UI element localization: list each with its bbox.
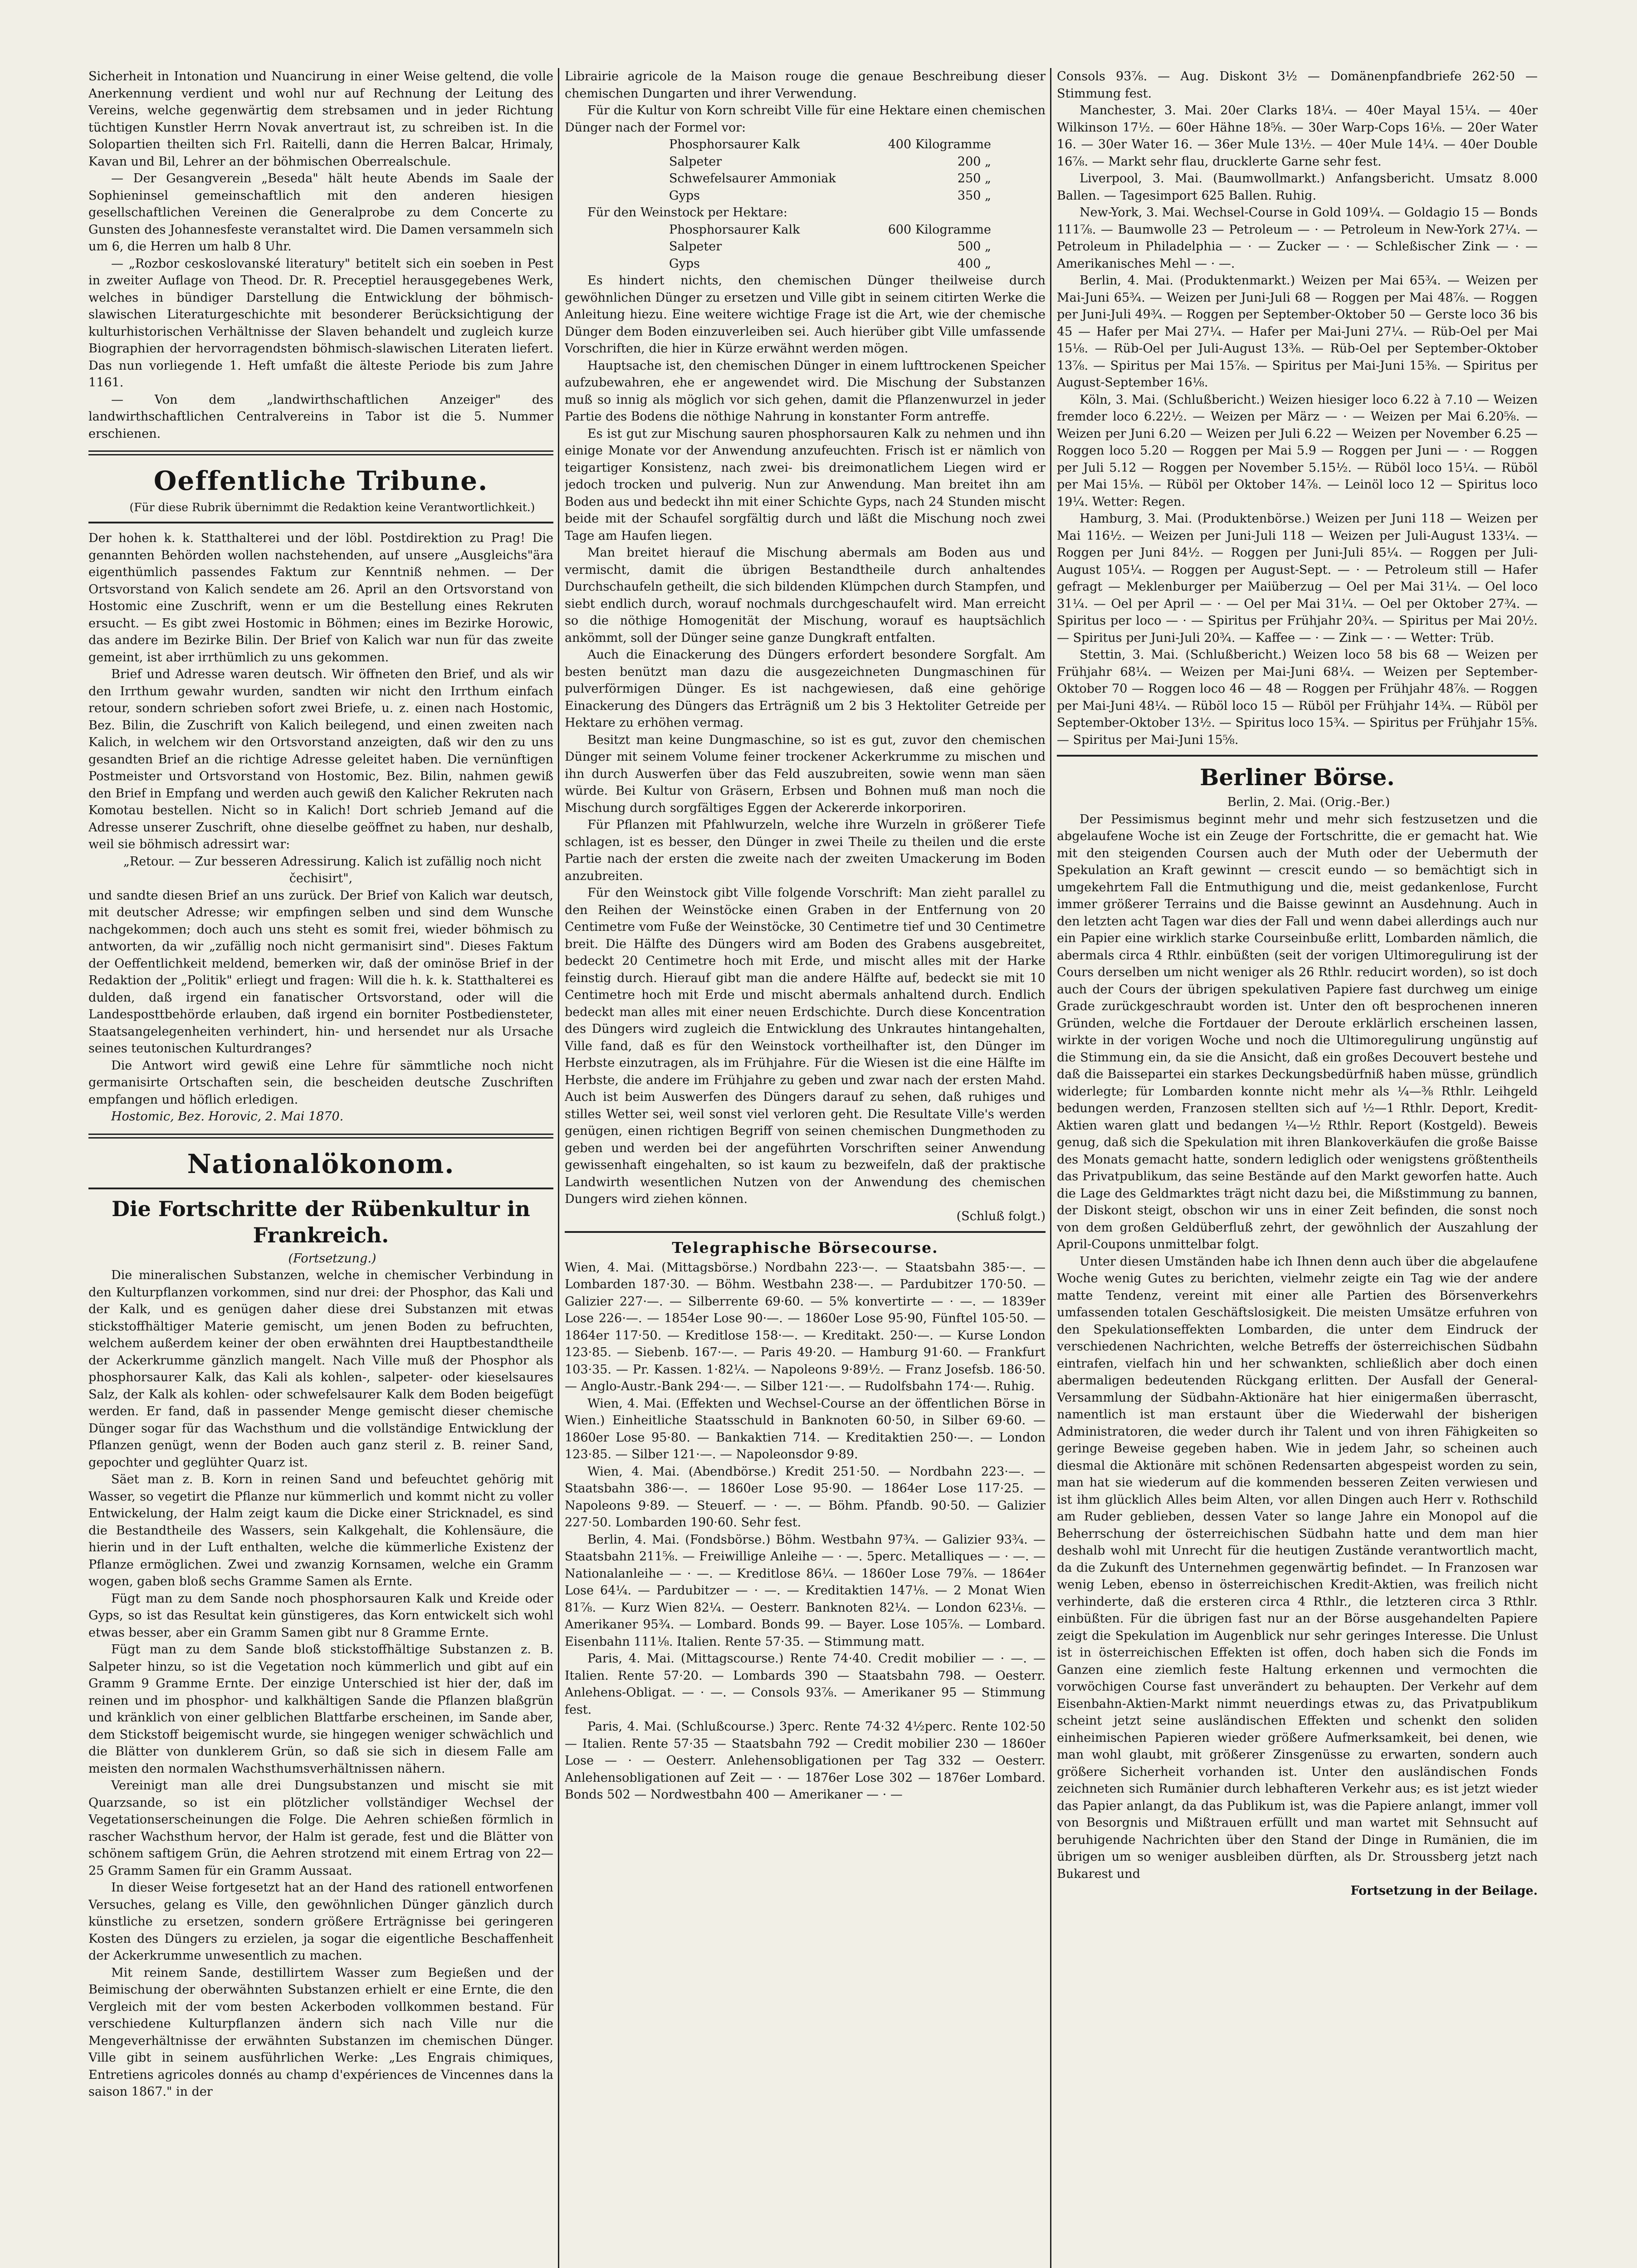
quote-block-hamburg: Hamburg, 3. Mai. (Produktenbörse.) Weizen per Juni 118 — Weizen per Mai 116½. — Weizen per Juni-Juli 118 — Weizen per Juli-August 133¼. — Roggen per Juni 84½. — Roggen per Juni-Juli 85¼. — Roggen per Juli-August 105¼. — Roggen per August-Sept. — · — Petroleum still — Hafer gefragt — Meklenburger per Maiüberzug — Oel per Mai 31¼. — Oel loco 31¼. — Oel per April — · — Oel per Mai 31¼. — Oel per Oktober 27¾. — Spiritus per loco — · — Spiritus per Frühjahr 20¾. — Spiritus per Mai 20½. — Spiritus per Juni-Juli 20¾. — Kaffee — · — Zink — · — Wetter: Trüb. [1057, 512, 1538, 645]
article-paragraph: Vereinigt man alle drei Dungsubstanzen und mischt sie mit Quarzsande, so ist ein plötzlicher vollständiger Wechsel der Vegetationserscheinungen die Folge. Die Aehren schießen förmlich in rascher Wachsthum hervor, der Halm ist gerade, fest und die Blätter von schönem saftigem Grün, die Aehren strotzend mit einem Ertrag von 22—25 Gramm Samen für ein Gramm Aussaat. [88, 1779, 553, 1878]
continuation-note: Fortsetzung in der Beilage. [1350, 1884, 1538, 1898]
column-1 [88, 68, 553, 2268]
berlin-boerse-title: Berliner Börse. [1200, 764, 1395, 791]
tribune-paragraph: Die Antwort wird gewiß eine Lehre für sämmtliche noch nicht germanisirte Ortschaften sein, die bescheiden deutsche Zuschriften empfangen und höflich erledigen. [88, 1058, 553, 1107]
quote-block-manchester: Manchester, 3. Mai. 20er Clarks 18¼. — 40er Mayal 15¼. — 40er Wilkinson 17½. — 60er Hähne 18⅝. — 30er Warp-Cops 16⅛. — 20er Water 16. — 30er Water 16. — 36er Mule 13½. — 40er Mule 14¼. — 40er Double 16⅞. — Markt sehr flau, drucklerte Garne sehr fest. [1057, 103, 1538, 169]
article-paragraph: Man breitet hierauf die Mischung abermals am Boden aus und vermischt, damit die übrigen Bestandtheile durch anhaltendes Durchschaufeln getheilt, die sich bildenden Klümpchen durch Stampfen, und siebt endlich durch, worauf nochmals durchgeschaufelt wird. Man erreicht so die nöthige Homogenität der Mischung, worauf es hauptsächlich ankömmt, soll der Dünger seine ganze Dungkraft entfalten. [565, 546, 1046, 645]
quote-block-stettin: Stettin, 3. Mai. (Schlußbericht.) Weizen loco 58 bis 68 — Weizen per Frühjahr 68¼. — Weizen per Mai-Juni 68¼. — Weizen per September-Oktober 70 — Roggen loco 46 — 48 — Roggen per Frühjahr 48⅞. — Roggen per Mai-Juni 48¼. — Rüböl loco 15 — Rüböl per Frühjahr 14¾. — Rüböl per September-Oktober 13½. — Spiritus loco 15¾. — Spiritus per Frühjahr 15⅝. — Spiritus per Mai-Juni 15⅝. [1057, 648, 1538, 747]
article-paragraph: In dieser Weise fortgesetzt hat an der Hand des rationell entworfenen Versuches, gelang es Ville, den gewöhnlichen Dünger gänzlich durch künstliche zu ersetzen, sondern größere Erträgnisse bei geringeren Kosten des Düngers zu erzielen, ja sogar die eigentliche Beschaffenheit der Ackerkrumme unwesentlich zu machen. [88, 1881, 553, 1963]
article-paragraph: Fügt man zu dem Sande bloß stickstoffhältige Substanzen z. B. Salpeter hinzu, so ist die Vegetation noch kümmerlich und gibt auf ein Gramm 9 Gramme Ernte. Der einzige Unterschied ist hier der, daß im reinen und im phosphor- und kalkhältigen Sande die Pflanzen blaßgrün und kränklich von einer gelblichen Blattfarbe erscheinen, im Sande aber, dem Stickstoff beigemischt wurde, sie hingegen weniger schwächlich und die Blätter von dunklerem Grün, so daß sie sich in diesem Falle am meisten den normalen Wachsthumsverhältnissen nähern. [88, 1642, 553, 1776]
tribune-paragraph: Brief und Adresse waren deutsch. Wir öffneten den Brief, und als wir den Irrthum gewahr wurden, sandten wir nicht den Irrthum einfach retour, sondern schrieben sofort zwei Briefe, u. z. einen nach Hostomic, Bez. Bilin, die Zuschrift von Kalich beilegend, und einen zweiten nach Kalich, in welchem wir den Ortsvorstand anzeigten, daß wir den zu uns gesandten Brief an die richtige Adresse geleitet haben. Die vernünftigen Postmeister und Ortsvorstand von Hostomic, Bez. Bilin, nahmen gewiß den Brief in Empfang und werden auch gewiß den Kalicher Rekruten nach Komotau bestellen. Nicht so in Kalich! Dort schrieb Jemand auf die Adresse unserer Zuschrift, ohne dieselbe geöffnet zu haben, nur deshalb, weil sie böhmisch adressirt war: [88, 667, 553, 851]
intro-paragraph: Sicherheit in Intonation und Nuancirung in einer Weise geltend, die volle Anerkennung verdient und wohl nur auf Rechnung der Leitung des Vereins, welche gegenwärtig dem strebsamen und in jeder Richtung tüchtigen Kunstler Herrn Novak anvertraut ist, zu schreiben ist. In die Solopartien theilten sich Frl. Raitelli, dann die Herren Balcar, Hrimaly, Kavan und Bil, Lehrer an der böhmischen Oberrealschule. [88, 69, 553, 169]
article-paragraph: Für Pflanzen mit Pfahlwurzeln, welche ihre Wurzeln in größerer Tiefe schlagen, ist es besser, den Dünger in zwei Theile zu theilen und die erste Partie nach der ersten die zweite nach der zweiten Umackerung im Boden anzubreiten. [565, 818, 1046, 883]
article-paragraph: Für den Weinstock per Hektare: [587, 205, 787, 220]
formula-row: Salpeter 500 „ [669, 240, 991, 254]
quote-block: Consols 93⅞. — Aug. Diskont 3½ — Domänenpfandbriefe 262·50 — Stimmung fest. [1057, 69, 1538, 101]
section-divider [88, 1134, 553, 1139]
article-paragraph: Auch die Einackerung des Düngers erfordert besondere Sorgfalt. Am besten benützt man dazu die ausgezeichneten Dungmaschinen für pulverförmigen Dünger. Es ist nachgewiesen, daß eine gehörige Einackerung des Düngers das Erträgniß um 2 bis 3 Hektoliter Getreide per Hektare zu erhöhen vermag. [565, 648, 1046, 730]
quote-block-wien: Wien, 4. Mai. (Effekten und Wechsel-Course an der öffentlichen Börse in Wien.) Einheitliche Staatsschuld in Banknoten 60·50, in Silber 69·60. — 1860er Lose 95·80. — Bankaktien 714. — Kreditaktien 250·—. — London 123·85. — Silber 121·—. — Napoleonsdor 9·89. [565, 1396, 1046, 1461]
economy-section-title: Nationalökonom. [187, 1148, 455, 1179]
anzeiger-notice: — Von dem „landwirthschaftlichen Anzeiger" des landwirthschaftlichen Centralvereins in Tabor ist die 5. Nummer erschienen. [88, 392, 553, 441]
tribune-signature: Hostomic, Bez. Horovic, 2. Mai 1870. [111, 1110, 344, 1124]
article-paragraph: Mit reinem Sande, destillirtem Wasser zum Begießen und der Beimischung der oberwähnten Substanzen erhielt er eine Ernte, die den Vergleich mit der vom besten Ackerboden vollkommen bestand. Für verschiedene Kulturpflanzen ändern sich nach Ville nur die Mengeverhältnisse der erwähnten Substanzen im chemischen Dünger. Ville gibt in seinem ausführlichen Werke: „Les Engrais chimiques, Entretiens agricoles donnés au champ d'expériences de Vincennes dans la saison 1867." in der [88, 1965, 553, 2099]
boerse-paragraph: Der Pessimismus beginnt mehr und mehr sich festzusetzen und die abgelaufene Woche ist ein Zeuge der Fortschritte, die er gemacht hat. Wie mit den steigenden Coursen auch der Muth oder der Uebermuth der Spekulation an Kraft gewinnt — crescit eundo — so bemächtigt sich in umgekehrtem Fall die Entmuthigung und die, meist gedankenlose, Furcht immer größerer Terrains und die Baisse gewinnt an Ausdehnung. Auch in den letzten acht Tagen war dies der Fall und wenn dabei allerdings auch nur ein Papier eine wirklich starke Courseinbuße erlitt, Lombarden nämlich, die abermals circa 4 Rthlr. einbüßten (seit der vorigen Ultimoregulirung ist der Cours derselben um nicht weniger als 26 Rthlr. reducirt worden), so ist doch auch der Cours der übrigen spekulativen Papiere fast durchweg um einige Grade zurückgeschraubt worden ist. Unter den oft besprochenen inneren Gründen, welche die Fortdauer der Deroute erklärlich erscheinen lassen, wirkte in der vorigen Woche und noch die Ultimoregulirung ungünstig auf die Stimmung ein, da sie die Ansicht, daß ein großes Decouvert bestehe und daß die Baissepartei ein starkes Deckungsbedürfniß haben müsse, gründlich widerlegte; für Lombarden konnte nicht mehr als ¼—⅜ Rthlr. Leihgeld bedungen werden, Franzosen stellten sich auf ½—1 Rthlr. Deport, Kredit-Aktien waren glatt und bedangen ¼—½ Rthlr. Report (Kostgeld). Beweis genug, daß sich die Spekulation mit ihren Blankoverkäufen die große Baisse des Monats gemacht hatte, sondern lediglich oder wenigstens größtentheils das Privatpublikum, das seine Bestände auf den Markt geworfen hatte. Auch die Lage des Geldmarktes trägt nicht dazu bei, die Mißstimmung zu bannen, der Diskont steigt, obschon wir uns in einer Zeit befinden, die sonst noch von dem großen Geldüberfluß zehrt, der gewöhnlich der Auszahlung der April-Coupons unmittelbar folgt. [1057, 812, 1538, 1251]
article-paragraph: Für die Kultur von Korn schreibt Ville für eine Hektare einen chemischen Dünger nach der Formel vor: [565, 103, 1046, 135]
tribune-disclaimer: (Für diese Rubrik übernimmt die Redaktion keine Verantwortlichkeit.) [129, 501, 535, 514]
formula-row: Schwefelsaurer Ammoniak 250 „ [669, 171, 991, 186]
section-divider [1057, 755, 1538, 757]
formula-row: Gyps 400 „ [669, 256, 991, 271]
formula-wein [565, 221, 1046, 273]
article-paragraph: Es hindert nichts, den chemischen Dünger theilweise durch gewöhnlichen Dünger zu ersetzen und Ville gibt in seinem citirten Werke die Anleitung hiezu. Eine weitere wichtige Frage ist die Art, wie der chemische Dünger dem Boden einzuverleiben sei. Auch hierüber gibt Ville umfassende Vorschriften, die hier in Kürze erwähnt werden mögen. [565, 274, 1046, 356]
article-paragraph: Fügt man zu dem Sande noch phosphorsauren Kalk und Kreide oder Gyps, so ist das Resultat kein günstigeres, das Korn entwickelt sich wohl etwas besser, aber ein Gramm Samen gibt nur 8 Gramme Ernte. [88, 1591, 553, 1640]
article-signoff: (Schluß folgt.) [956, 1209, 1046, 1223]
rozbor-notice: — „Rozbor ceskoslovanské literatury" betitelt sich ein soeben in Pest in zweiter Auflage von Theod. Dr. R. Preceptiel herausgegebenes Werk, welches in bündiger Darstellung die Entwicklung der böhmisch-slawischen Literaturgeschichte mit besonderer Berücksichtigung der kulturhistorischen Verhältnisse der Slaven behandelt und zugleich kurze Biographien der hervorragendsten böhmisch-slawischen Literaten liefert. Das nun vorliegende 1. Heft umfaßt die älteste Periode bis zum Jahre 1161. [88, 256, 553, 390]
tribune-paragraph: Der hohen k. k. Statthalterei und der löbl. Postdirektion zu Prag! Die genannten Behörden wollen nachstehenden, auf unsere „Ausgleichs"ära eigenthümlich passendes Faktum zur Kenntniß nehmen. — Der Ortsvorstand von Kalich sendete am 26. April an den Ortsvorstand von Hostomic eine Zuschrift, wenn er um die Bestellung eines Rekruten ersucht. — Es gibt zwei Hostomic in Böhmen; eines im Bezirke Horowic, das andere im Bezirke Bilin. Der Brief von Kalich war nun für das zweite gemeint, ist aber irrthümlich zu uns gekommen. [88, 531, 553, 665]
tribune-divider [88, 522, 553, 523]
boerse-dateline: Berlin, 2. Mai. (Orig.-Ber.) [1227, 795, 1390, 809]
tribune-quote: „Retour. — Zur besseren Adressirung. Kalich ist zufällig noch nicht čechisirt", [123, 854, 542, 885]
article-paragraph: Besitzt man keine Dungmaschine, so ist es gut, zuvor den chemischen Dünger mit seinem Volume feiner trockener Ackerkrumme zu mischen und ihn durch Auswerfen über das Feld auszubreiten, sowie wenn man säen würde. Bei Kultur von Gräsern, Erbsen und Bohnen muß man noch die Mischung durch sorgfältiges Eggen der Ackererde inkorporiren. [565, 733, 1046, 815]
quote-block-berlin-produce: Berlin, 4. Mai. (Produktenmarkt.) Weizen per Mai 65¾. — Weizen per Mai-Juni 65¾. — Weizen per Juni-Juli 68 — Roggen per Mai 48⅞. — Roggen per Juni-Juli 49¾. — Roggen per September-Oktober 50 — Gerste loco 36 bis 45 — Hafer per Mai 27¼. — Hafer per Mai-Juni 27¼. — Rüb-Oel per Mai 15⅛. — Rüb-Oel per Juli-August 13⅜. — Rüb-Oel per September-Oktober 13⅞. — Spiritus per Mai 15⅞. — Spiritus per Mai-Juni 15⅜. — Spiritus per August-September 16⅛. [1057, 274, 1538, 390]
column-rule-1 [558, 68, 559, 2268]
boerse-paragraph: Unter diesen Umständen habe ich Ihnen denn auch über die abgelaufene Woche wenig Gutes zu berichten, vielmehr zeigte ein Tag wie der andere matte Tendenz, vereint mit einer alle Partien des Börsenverkehrs umfassenden totalen Geschäftslosigkeit. Die meisten Umsätze erfuhren von den Spekulationseffekten Lombarden, die unter dem Eindruck der verschiedenen Nachrichten, welche Betreffs der österreichischen Südbahn eintrafen, vielfach hin und her schwankten, schließlich aber doch einen abermaligen bedeutenden Rückgang erlitten. Der Ausfall der General-Versammlung der Südbahn-Aktionäre hat hier einigermaßen überrascht, namentlich ist man erstaunt über die Wiederwahl der bisherigen Administratoren, die weder durch ihr Talent und von ihren Fähigkeiten so geringe Beweise gegeben haben. Wie in jedem Jahr, so scheinen auch diesmal die Aktionäre mit schönen Redensarten abgespeist worden zu sein, man hat sie wiederum auf die kommenden besseren Zeiten verwiesen und ist ihm glücklich Alles beim Alten, vor allen Dingen auch Herr v. Rothschild am Ruder geblieben, dessen Vater so lange Jahre ein Monopol auf die Beherrschung der österreichischen Südbahn hatte und dem man hier deshalb wohl mit Unrecht für die heutigen Zustände verantwortlich macht, da die Zukunft des Unternehmen gegenwärtig befindet. — In Franzosen war wenig Leben, ebenso in österreichischen Kredit-Aktien, was freilich nicht verhinderte, daß die ersteren circa 4 Rthlr., die letzteren circa 3 Rthlr. einbüßten. Für die übrigen fast nur an der Börse ausgehandelten Papiere zeigt die Spekulation im Augenblick nur sehr geringes Interesse. Die Unlust ist in österreichischen Effekten ist offen, doch haben sich die Fonds im Ganzen eine ziemlich feste Haltung erkennen und vermochten die vorwöchigen Course fast unverändert zu behaupten. Der Verkehr auf dem Eisenbahn-Aktien-Markt nimmt neuerdings etwas zu, das Privatpublikum scheint jetzt seine ausländischen Effekten und schenkt den soliden einheimischen Papieren wieder größere Aufmerksamkeit, bei denen, wie man wohl glaubt, mit größerer Zinsgenüsse zu erwarten, sondern auch größere Sicherheit vorhanden ist. Unter den ausländischen Fonds zeichneten sich Rumänier durch lebhafteren Verkehr aus; es ist jetzt wieder das Papier anlangt, da das Publikum ist, was die Papiere anlangt, immer voll von Besorgnis und Mißtrauen erfüllt und man wartet mit Sehnsucht auf beruhigende Nachrichten über den Stand der Dinge in Rumänien, die im übrigen um so weniger ausbleiben dürften, als Dr. Stroussberg jetzt nach Bukarest und [1057, 1254, 1538, 1881]
formula-row: Gyps 350 „ [669, 188, 991, 203]
quote-block-newyork: New-York, 3. Mai. Wechsel-Course in Gold 109¼. — Goldagio 15 — Bonds 111⅞. — Baumwolle 23 — Petroleum — · — Petroleum in New-York 27¼. — Petroleum in Philadelphia — · — Zucker — · — Schleßischer Zink — · — Amerikanisches Mehl — · —. [1057, 205, 1538, 271]
tribune-section-title: Oeffentliche Tribune. [153, 465, 489, 496]
article-title: Die Fortschritte der Rübenkultur in Frankreich. [112, 1196, 530, 1247]
article-paragraph: Hauptsache ist, den chemischen Dünger in einem lufttrockenen Speicher aufzubewahren, ehe er angewendet wird. Die Mischung der Substanzen muß so innig als möglich vor sich gehen, damit die Pflanzenwurzel in jeder Partie des Bodens die nöthige Nahrung in konstanter Form antreffe. [565, 358, 1046, 424]
telegraph-section-title: Telegraphische Börsecourse. [672, 1239, 938, 1256]
economy-divider [88, 1188, 553, 1189]
section-divider [88, 450, 553, 455]
quote-block-paris: Paris, 4. Mai. (Mittagscourse.) Rente 74·40. Credit mobilier — · —. — Italien. Rente 57·20. — Lombards 390 — Staatsbahn 798. — Oesterr. Anlehens-Obligat. — · —. — Consols 93⅞. — Amerikaner 95 — Stimmung fest. [565, 1652, 1046, 1717]
article-paragraph: Für den Weinstock gibt Ville folgende Vorschrift: Man zieht parallel zu den Reihen der Weinstöcke einen Graben in der Entfernung von 20 Centimetre vom Fuße der Weinstöcke, 30 Centimetre tief und 30 Centimetre breit. Die Hälfte des Düngers wird am Boden des Grabens ausgebreitet, bedeckt 20 Centimetre hoch mit Erde, und mischt alles mit der Harke feinstig durch. Hierauf gibt man die andere Hälfte auf, bedeckt sie mit 10 Centimetre hoch mit Erde und mischt abermals anhaltend durch. Endlich bedeckt man alles mit einer neuen Erdschichte. Durch diese Koncentration des Düngers wird zugleich die Entwicklung des Unkrautes hintangehalten, Ville fand, daß es für den Weinstock vortheilhafter ist, den Dünger im Herbste einzutragen, als im Frühjahre. Für die Wiesen ist die eine Hälfte im Herbste, die andere im Frühjahre zu geben und zwar nach der ersten Mahd. Auch ist beim Auswerfen des Düngers darauf zu sehen, daß ruhiges und stilles Wetter sei, weil sonst viel verloren geht. Die Resultate Ville's werden genügen, einen richtigen Begriff von seinen chemischen Dungmethoden zu geben und werden bei der angeführten Vorschriften seiner Anwendung gewissenhaft eingehalten, so ist kaum zu bezweifeln, daß der praktische Landwirth wesentlichen Nutzen von der Anwendung des chemischen Dungers wird ziehen können. [565, 886, 1046, 1206]
column-2 [565, 68, 1046, 2268]
tribune-paragraph: und sandte diesen Brief an uns zurück. Der Brief von Kalich war deutsch, mit deutscher Adresse; wir empfingen selben und sind dem Wunsche nachgekommen; doch auch uns steht es somit frei, wieder böhmisch zu antworten, da wir „zufällig noch nicht germanisirt sind". Dieses Faktum der Oeffentlichkeit meldend, bemerken wir, daß der ominöse Brief in der Redaktion der „Politik" erliegt und fragen: Will die h. k. k. Statthalterei es dulden, daß irgend ein fanatischer Ortsvorstand, oder will die Landesposttbehörde erlauben, daß irgend ein borniter Postbediensteter, Staatsangelegenheiten verhindert, hin- und hersendet nur als Ursache seines teutonischen Kulturdranges? [88, 888, 553, 1056]
section-divider [565, 1231, 1046, 1233]
formula-row: Phosphorsaurer Kalk 400 Kilogramme [669, 137, 991, 152]
formula-row: Phosphorsaurer Kalk 600 Kilogramme [669, 222, 991, 237]
quote-block-wien: Wien, 4. Mai. (Abendbörse.) Kredit 251·50. — Nordbahn 223·—. — Staatsbahn 386·—. — 1860er Lose 95·90. — 1864er Lose 117·25. — Napoleons 9·89. — Steuerf. — · —. — Böhm. Pfandb. 90·50. — Galizier 227·50. Lombarden 190·60. Sehr fest. [565, 1464, 1046, 1530]
quote-block-paris: Paris, 4. Mai. (Schlußcourse.) 3perc. Rente 74·32 4½perc. Rente 102·50 — Italien. Rente 57·35 — Staatsbahn 792 — Credit mobilier 230 — 1860er Lose — · — Oesterr. Anlehensobligationen per Tag 332 — Oesterr. Anlehensobligationen auf Zeit — · — 1876er Lose 302 — 1876er Lombard. Bonds 502 — Nordwestbahn 400 — Amerikaner — · — [565, 1720, 1046, 1802]
article-paragraph: Säet man z. B. Korn in reinen Sand und befeuchtet gehörig mit Wasser, so vegetirt die Pflanze nur kümmerlich und kommt nicht zu voller Entwickelung, der Halm zeigt kaum die Dicke einer Stricknadel, es sind die Bestandtheile des Wassers, sein Kalkgehalt, die Kohlensäure, die hierin und in der Luft enthalten, welche die kümmerliche Existenz der Pflanze ermöglichen. Zwei und zwanzig Kornsamen, welche ein Gramm wogen, gaben bloß sechs Gramme Samen als Ernte. [88, 1472, 553, 1589]
quote-block-berlin: Berlin, 4. Mai. (Fondsbörse.) Böhm. Westbahn 97¾. — Galizier 93¾. — Staatsbahn 211⅝. — Freiwillige Anleihe — · —. 5perc. Metalliques — · —. — Nationalanleihe — · —. — Kreditlose 86¼. — 1860er Lose 79⅞. — 1864er Lose 64¼. — Pardubitzer — · —. — Kreditaktien 147⅛. — 2 Monat Wien 81⅞. — Kurz Wien 82¼. — Oesterr. Banknoten 82¼. — London 623⅛. — Amerikaner 95¾. — Lombard. Bonds 99. — Bayer. Lose 105⅞. — Lombard. Eisenbahn 111⅛. Italien. Rente 57·35. — Stimmung matt. [565, 1532, 1046, 1649]
quote-block-liverpool: Liverpool, 3. Mai. (Baumwollmarkt.) Anfangsbericht. Umsatz 8.000 Ballen. — Tagesimport 625 Ballen. Ruhig. [1057, 171, 1538, 203]
article-paragraph: Es ist gut zur Mischung sauren phosphorsauren Kalk zu nehmen und ihn einige Monate vor der Anwendung anzufeuchten. Frisch ist er nämlich von teigartiger Konsistenz, nach zwei- bis dreimonatlichem Liegen wird er jedoch trocken und pulverig. Nun zur Anwendung. Man breitet ihn am Boden aus und bedeckt ihn mit einer Schichte Gyps, nach 24 Stunden mischt beide mit der Schaufel sorgfältig durch und läßt die Mischung noch zwei Tage am Haufen liegen. [565, 426, 1046, 543]
article-subtitle: (Fortsetzung.) [288, 1251, 376, 1266]
article-paragraph: Librairie agricole de la Maison rouge die genaue Beschreibung dieser chemischen Dungarten und ihrer Verwendung. [565, 69, 1046, 101]
beseda-notice: — Der Gesangverein „Beseda" hält heute Abends im Saale der Sophieninsel gemeinschaftlich mit den anderen hiesigen gesellschaftlichen Vereinen die Generalprobe zu dem Concerte zu Gunsten des Johannesfeste veranstaltet wird. Die Damen versammeln sich um 6, die Herren um halb 8 Uhr. [88, 171, 553, 254]
formula-row: Salpeter 200 „ [669, 154, 991, 169]
column-rule-2 [1050, 68, 1051, 2268]
article-paragraph: Die mineralischen Substanzen, welche in chemischer Verbindung in den Kulturpflanzen vorkommen, sind nur drei: der Phosphor, das Kali und der Kalk, und es genügen daher diese drei Substanzen mit etwas stickstoffhältiger Materie gemischt, um jenen Boden zu befruchten, welchem außerdem keiner der oben erwähnten drei Hauptbestandtheile der Ackerkrumme gänzlich mangelt. Nach Ville muß der Phosphor als phosphorsaurer Kalk, das Kali als kohlen-, salpeter- oder kieselsaures Salz, der Kalk als kohlen- oder schwefelsaurer Kalk dem Boden beigefügt werden. Er fand, daß in passender Menge gemischt dieser chemische Dünger sogar für das Wachsthum und die vollständige Entwicklung der Pflanzen genügt, wenn der Boden auch ganz steril z. B. reiner Sand, gepochter und geglühter Quarz ist. [88, 1268, 553, 1470]
column-3 [1057, 68, 1538, 2268]
quote-block-wien: Wien, 4. Mai. (Mittagsbörse.) Nordbahn 223·—. — Staatsbahn 385·—. — Lombarden 187·30. — Böhm. Westbahn 238·—. — Pardubitzer 170·50. — Galizier 227·—. — Silberrente 69·60. — 5% konvertirte — · —. — 1839er Lose 226·—. — 1854er Lose 90·—. — 1860er Lose 95·90, Fünftel 105·50. — 1864er 117·50. — Kreditlose 158·—. — Kreditakt. 250·—. — Kurse London 123·85. — Siebenb. 167·—. — Paris 49·20. — Hamburg 91·60. — Frankfurt 103·35. — Pr. Kassen. 1·82¼. — Napoleons 9·89½. — Franz Josefsb. 186·50. — Anglo-Austr.-Bank 294·—. — Silber 121·—. — Rudolfsbahn 174·—. Ruhig. [565, 1260, 1046, 1393]
quote-block-koeln: Köln, 3. Mai. (Schlußbericht.) Weizen hiesiger loco 6.22 à 7.10 — Weizen fremder loco 6.22½. — Weizen per März — · — Weizen per Mai 6.20⅝. — Weizen per Juni 6.20 — Weizen per Juli 6.22 — Weizen per November 6.25 — Roggen loco 5.20 — Roggen per Mai 5.9 — Roggen per Juni — · — Roggen per Juli 5.12 — Roggen per November 5.15½. — Rüböl loco 15¼. — Rüböl per Mai 15⅛. — Rüböl per Oktober 14⅞. — Leinöl loco 12 — Spiritus loco 19¼. Wetter: Regen. [1057, 392, 1538, 509]
formula-korn [565, 136, 1046, 204]
